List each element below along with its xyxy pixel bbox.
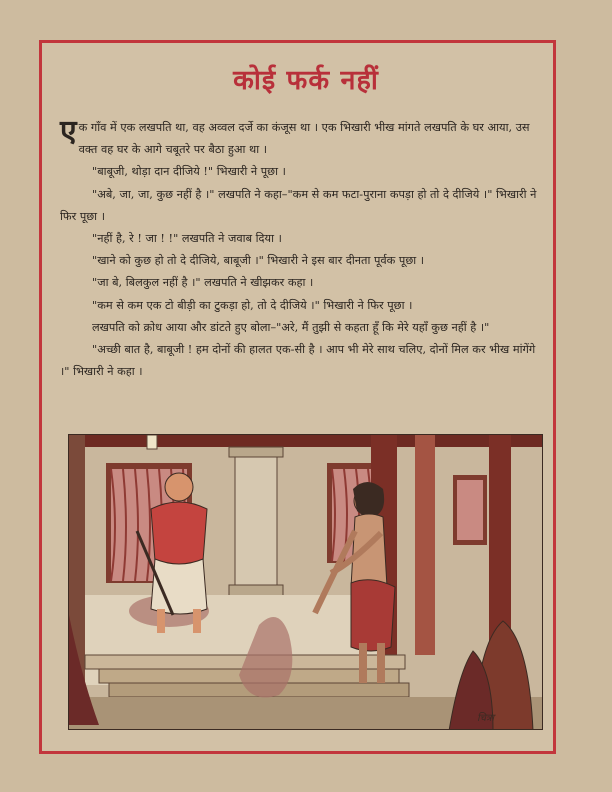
paragraph-2: "बाबूजी, थोड़ा दान दीजिये !" भिखारी ने पूछा ।	[92, 165, 286, 179]
paragraph-1: एक गाँव में एक लखपति था, वह अव्वल दर्जे का कंजूस था । एक भिखारी भीख मांगते लखपति के घर आया, उस वक्त वह घर के आगे चबूतरे पर बैठा हुआ था ।	[60, 114, 530, 157]
artist-signature: चित्रा	[477, 713, 495, 724]
paragraph-7: "कम से कम एक टो बीड़ी का टुकड़ा हो, तो दे दीजिये ।" भिखारी ने फिर पूछा ।	[92, 298, 413, 312]
illustration-scene	[69, 435, 543, 730]
story-text	[60, 114, 538, 383]
paragraph-5: "खाने को कुछ हो तो दे दीजिये, बाबूजी ।" भिखारी ने इस बार दीनता पूर्वक पूछा ।	[92, 254, 425, 268]
paragraph-8: लखपति को क्रोध आया और डांटते हुए बोला–"अरे, मैं तुझी से कहता हूँ कि मेरे यहाँ कुछ नहीं है ।"	[92, 320, 490, 334]
paragraph-6: "जा बे, बिलकुल नहीं है ।" लखपति ने खीझकर कहा ।	[92, 276, 314, 290]
paragraph-9: "अच्छी बात है, बाबूजी ! हम दोनों की हालत एक-सी है । आप भी मेरे साथ चलिए, दोनों मिल कर भीख मांगेंगे ।" भिखारी ने कहा ।	[60, 343, 536, 379]
story-title: कोई फर्क नहीं	[233, 65, 379, 96]
story-illustration	[68, 434, 543, 730]
dropcap-letter: ए	[60, 114, 77, 149]
paragraph-3: "अबे, जा, जा, कुछ नहीं है ।" लखपति ने कहा–"कम से कम फटा-पुराना कपड़ा हो तो दे दीजिये ।" भिखारी ने फिर पूछा ।	[60, 187, 537, 223]
paragraph-4: "नहीं है, रे ! जा ! !" लखपति ने जवाब दिया ।	[92, 232, 282, 246]
